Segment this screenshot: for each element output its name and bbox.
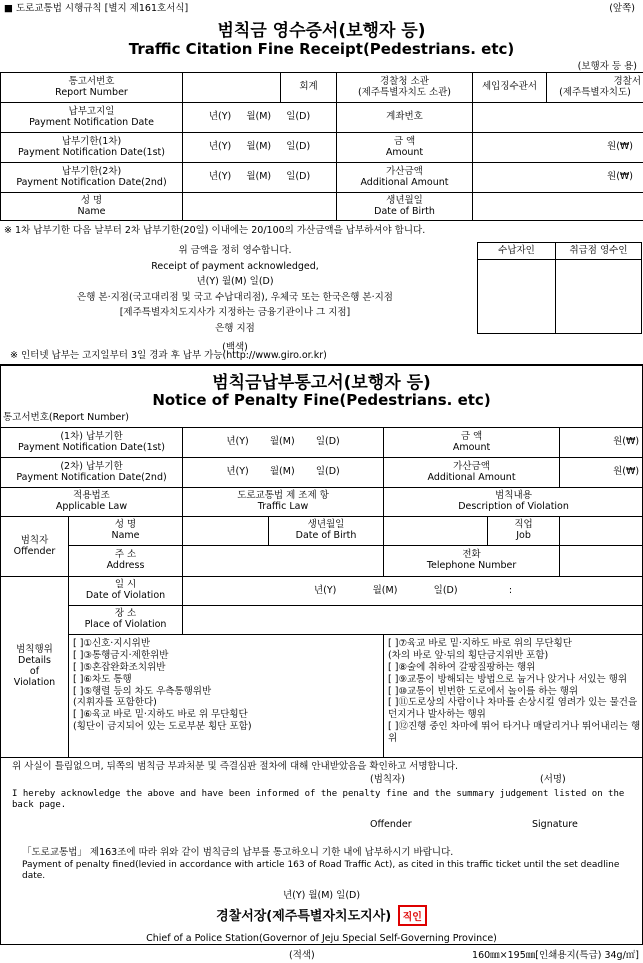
notification-date-value[interactable]: 년(Y) 월(M) 일(D) xyxy=(183,103,337,133)
page-side: (앞쪽) xyxy=(609,3,635,14)
offender-label: 범칙자 Offender xyxy=(1,517,69,577)
violation-item[interactable]: [ ]⑪도로상의 사람이나 차마를 손상시킬 염려가 있는 물건을 xyxy=(388,697,638,709)
notice-due-1-value[interactable]: 년(Y) 월(M) 일(D) xyxy=(183,428,384,458)
receipt-statement: 위 금액을 정히 영수합니다. Receipt of payment acknowledged, 년(Y) 월(M) 일(D) 은행 본·지점(국고대리점 및 국고 수납대리점), 우체국 또는 한국은행 본·지점 [제주특별자치도지사가 지정하는 금융기관이나 그 지점] 은행 지점 (백색) xyxy=(77,245,393,353)
report-number-value[interactable] xyxy=(183,73,281,103)
violation-description-label: 범칙내용 Description of Violation xyxy=(384,488,643,517)
date-of-violation-value[interactable]: 년(Y) 월(M) 일(D) : xyxy=(183,577,643,606)
dob-value[interactable] xyxy=(473,193,643,221)
violation-item[interactable]: [ ]⑫진행 중인 차마에 뛰어 타거나 매달리거나 뛰어내리는 행 xyxy=(388,721,641,733)
notice-due-2-value[interactable]: 년(Y) 월(M) 일(D) xyxy=(183,458,384,488)
traffic-law-article[interactable]: 도로교통법 제 조제 항 Traffic Law xyxy=(183,488,384,517)
report-number-label: 통고서번호 Report Number xyxy=(1,73,183,103)
violation-details-label: 범칙행위 Details of Violation xyxy=(1,577,69,758)
chief-title-ko: 경찰서장(제주특별자치도지사) xyxy=(216,909,392,924)
offender-name-label: 성 명 Name xyxy=(69,517,183,546)
notice-additional-label: 가산금액 Additional Amount xyxy=(384,458,560,488)
notice-additional-value[interactable]: 원(₩) xyxy=(560,458,643,488)
job-value[interactable] xyxy=(560,517,643,546)
account-number-value[interactable] xyxy=(473,103,643,133)
receiver-seal-label: 수납자인 xyxy=(478,243,556,260)
place-of-violation-value[interactable] xyxy=(183,606,643,635)
police-station-label: 경찰서 (제주특별자치도) xyxy=(547,73,643,103)
offender-dob-label: 생년월일 Date of Birth xyxy=(269,517,384,546)
additional-amount-value[interactable]: 원(₩) xyxy=(473,163,643,193)
notice-title-en: Notice of Penalty Fine(Pedestrians. etc) xyxy=(152,391,491,409)
chief-line xyxy=(0,905,643,926)
violation-item[interactable]: 던지거나 발사하는 행위 xyxy=(388,709,486,721)
place-of-violation-label: 장 소 Place of Violation xyxy=(69,606,183,635)
violation-item[interactable]: [ ]⑧술에 취하여 갈팡질팡하는 행위 xyxy=(388,661,536,673)
violation-item[interactable]: [ ]③통행금지·제한위반 xyxy=(73,649,169,661)
confirm-statement-en: I hereby acknowledge the above and have been informed of the penalty fine and the summary judgement listed on the back page. xyxy=(12,789,625,810)
violation-item[interactable]: (지휘자를 포함한다) xyxy=(73,697,157,709)
address-label: 주 소 Address xyxy=(69,546,183,577)
notice-amount-value[interactable]: 원(₩) xyxy=(560,428,643,458)
due-date-1-label: 납부기한(1차) Payment Notification Date(1st) xyxy=(1,133,183,163)
notify-date: 년(Y) 월(M) 일(D) xyxy=(282,890,361,901)
signature-en[interactable]: Signature xyxy=(532,819,578,830)
handler-seal-area xyxy=(556,260,642,334)
form-reference: ■ 도로교통법 시행규칙 [별지 제161호서식] xyxy=(4,3,189,14)
receiver-seal-area xyxy=(478,260,556,334)
receipt-table xyxy=(0,72,643,221)
notice-title-ko: 범칙금납부통고서(보행자 등) xyxy=(212,373,431,393)
applicable-law-label: 적용법조 Applicable Law xyxy=(1,488,183,517)
notification-date-label: 납부고지일 Payment Notification Date xyxy=(1,103,183,133)
police-jurisdiction: 경찰청 소관 (제주특별자치도 소관) xyxy=(337,73,473,103)
receipt-subtitle: (보행자 등 용) xyxy=(577,61,637,72)
chief-title-en: Chief of a Police Station(Governor of Jeju Special Self-Governing Province) xyxy=(146,933,497,944)
date-of-violation-label: 일 시 Date of Violation xyxy=(69,577,183,606)
name-value[interactable] xyxy=(183,193,337,221)
name-label: 성 명 Name xyxy=(1,193,183,221)
job-label: 직업 Job xyxy=(488,517,560,546)
due-date-1-value[interactable]: 년(Y) 월(M) 일(D) xyxy=(183,133,337,163)
paper-spec: 160㎜×195㎜[인쇄용지(특급) 34g/㎡] xyxy=(472,950,639,961)
dob-label: 생년월일 Date of Birth xyxy=(337,193,473,221)
notice-due-2-label: (2차) 납부기한 Payment Notification Date(2nd) xyxy=(1,458,183,488)
account-number-label: 계좌번호 xyxy=(337,103,473,133)
receipt-title-ko: 범칙금 영수증서(보행자 등) xyxy=(217,21,426,41)
seal-box xyxy=(477,242,642,334)
due-date-2-value[interactable]: 년(Y) 월(M) 일(D) xyxy=(183,163,337,193)
color-note: (적색) xyxy=(289,950,315,961)
violations-right-list[interactable] xyxy=(384,635,643,758)
additional-amount-label: 가산금액 Additional Amount xyxy=(337,163,473,193)
internet-payment-note: ※ 인터넷 납부는 고지일부터 3일 경과 후 납부 가능(http://www.giro.or.kr) xyxy=(10,350,327,361)
violations-left-list[interactable] xyxy=(69,635,384,758)
offender-name-value[interactable] xyxy=(183,517,269,546)
violation-item[interactable]: (횡단이 금지되어 있는 도로부분 횡단 포함) xyxy=(73,721,252,733)
violation-item[interactable]: [ ]⑥육교 바로 밑·지하도 바로 위 무단횡단 xyxy=(73,709,248,721)
violation-item[interactable]: [ ]①신호·지시위반 xyxy=(73,638,151,649)
handler-seal-label: 취급점 영수인 xyxy=(556,243,642,260)
notify-statement-ko: 「도로교통법」 제163조에 따라 위와 같이 범칙금의 납부를 통고하오니 기한 내에 납부하시기 바랍니다. xyxy=(22,847,454,858)
notice-report-number: 통고서번호(Report Number) xyxy=(3,412,129,423)
violation-item[interactable]: [ ]⑤행렬 등의 차도 우측통행위반 xyxy=(73,685,212,697)
offender-dob-value[interactable] xyxy=(384,517,488,546)
revenue-office-label: 세입징수관서 xyxy=(473,73,547,103)
amount-value[interactable]: 원(₩) xyxy=(473,133,643,163)
notice-amount-label: 금 액 Amount xyxy=(384,428,560,458)
violation-item[interactable]: [ ]⑨교통이 방해되는 방법으로 눕거나 앉거나 서있는 행위 xyxy=(388,673,627,685)
offender-sign-en: Offender xyxy=(370,819,412,830)
phone-value[interactable] xyxy=(560,546,643,577)
notice-due-1-label: (1차) 납부기한 Payment Notification Date(1st) xyxy=(1,428,183,458)
address-value[interactable] xyxy=(183,546,384,577)
phone-label: 전화 Telephone Number xyxy=(384,546,560,577)
violation-item[interactable]: [ ]⑤혼잡완화조치위반 xyxy=(73,661,166,673)
accounting-label: 회계 xyxy=(281,73,337,103)
violation-item[interactable]: [ ]⑦육교 바로 밑·지하도 바로 위의 무단횡단 xyxy=(388,638,572,649)
signature-ko[interactable]: (서명) xyxy=(540,774,566,785)
violation-item[interactable]: 위 xyxy=(388,733,398,744)
notice-table xyxy=(0,427,643,758)
offender-sign-ko: (범칙자) xyxy=(370,774,405,785)
confirm-statement-ko: 위 사실이 틀림없으며, 뒤쪽의 범칙금 부과처분 및 즉결심판 절차에 대해 안내받았음을 확인하고 서명합니다. xyxy=(12,761,459,772)
violation-item[interactable]: [ ]⑩교통이 빈번한 도로에서 놀이를 하는 행위 xyxy=(388,685,579,697)
receipt-title-en: Traffic Citation Fine Receipt(Pedestrians. etc) xyxy=(128,40,515,58)
amount-label: 금 액 Amount xyxy=(337,133,473,163)
violation-item[interactable]: [ ]⑥차도 통행 xyxy=(73,673,132,685)
violation-item[interactable]: (차의 바로 앞·뒤의 횡단금지위반 포함) xyxy=(388,649,549,661)
notify-statement-en: Payment of penalty fined(levied in accordance with article 163 of Road Traffic Act), as cited in this traffic ticket until the set deadline date. xyxy=(22,860,620,881)
official-seal: 직인 xyxy=(398,905,427,926)
surcharge-note: ※ 1차 납부기한 다음 날부터 2차 납부기한(20일) 이내에는 20/100의 가산금액을 납부하셔야 합니다. xyxy=(4,225,426,236)
due-date-2-label: 납부기한(2차) Payment Notification Date(2nd) xyxy=(1,163,183,193)
